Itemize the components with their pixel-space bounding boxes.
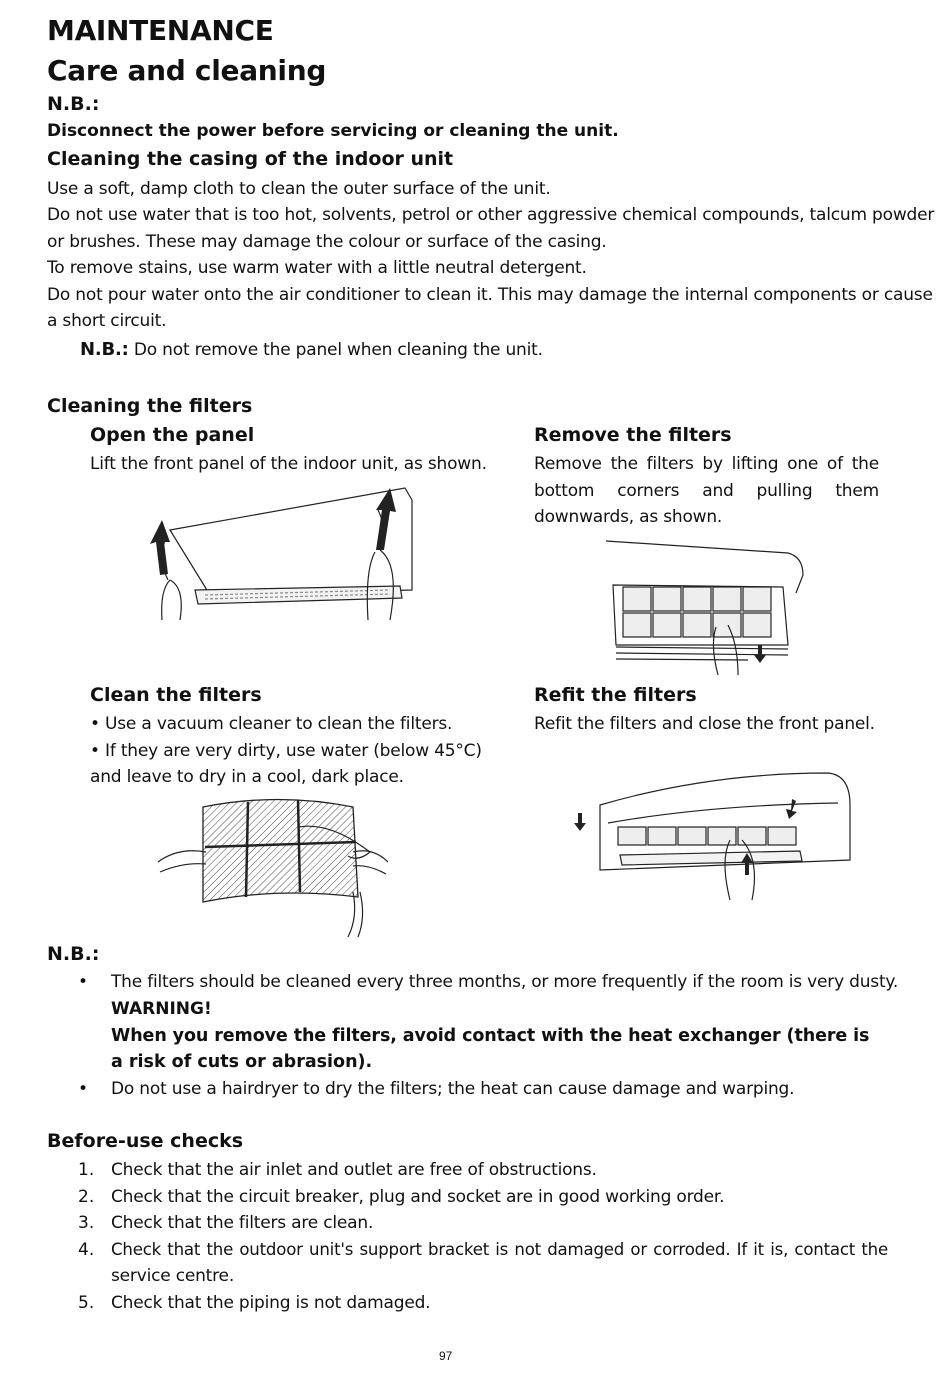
clean-filters-line: • If they are very dirty, use water (below 45°C) [90,741,482,761]
refit-filters-illustration [560,765,860,905]
nb2-bullet-text: The filters should be cleaned every three months, or more frequently if the room is very dusty. [111,972,899,992]
filters-heading: Cleaning the filters [47,395,253,417]
warning-line: a risk of cuts or abrasion). [111,1052,373,1072]
clean-filters-heading: Clean the filters [90,684,262,706]
open-panel-text: Lift the front panel of the indoor unit, as shown. [90,454,487,474]
casing-nb-text: Do not remove the panel when cleaning the unit. [128,340,543,360]
remove-filters-line: bottom corners and pulling them [534,481,879,501]
check-item: Check that the filters are clean. [111,1213,374,1233]
nb2-label: N.B.: [47,943,100,965]
check-number: 5. [78,1293,95,1313]
check-item: Check that the circuit breaker, plug and socket are in good working order. [111,1187,725,1207]
casing-line: To remove stains, use warm water with a little neutral detergent. [47,258,587,278]
check-number: 2. [78,1187,95,1207]
casing-line: Do not use water that is too hot, solvents, petrol or other aggressive chemical compounds, talcum powder [47,205,935,225]
bullet-dot: • [78,972,88,992]
remove-filters-line: Remove the filters by lifting one of the [534,454,879,474]
casing-line: Use a soft, damp cloth to clean the outer surface of the unit. [47,179,551,199]
remove-filters-illustration [598,535,813,680]
casing-nb-label: N.B.: [80,339,129,360]
casing-line: Do not pour water onto the air conditioner to clean it. This may damage the internal components or cause [47,285,933,305]
check-item: Check that the piping is not damaged. [111,1293,431,1313]
open-panel-illustration [150,470,420,630]
clean-filters-illustration [148,792,398,942]
check-number: 3. [78,1213,95,1233]
checks-heading: Before-use checks [47,1130,244,1152]
bullet-dot: • [78,1079,88,1099]
remove-filters-line: downwards, as shown. [534,507,723,527]
check-item: Check that the air inlet and outlet are free of obstructions. [111,1160,597,1180]
page-title: MAINTENANCE [47,14,274,47]
nb-power-warning: Disconnect the power before servicing or cleaning the unit. [47,121,619,141]
check-item: service centre. [111,1266,235,1286]
nb2-bullet-text: Do not use a hairdryer to dry the filters; the heat can cause damage and warping. [111,1079,795,1099]
open-panel-heading: Open the panel [90,424,255,446]
clean-filters-line: • Use a vacuum cleaner to clean the filters. [90,714,453,734]
casing-heading: Cleaning the casing of the indoor unit [47,148,454,170]
page-number: 97 [439,1349,453,1363]
check-item: Check that the outdoor unit's support bracket is not damaged or corroded. If it is, contact the [111,1240,888,1259]
nb-label: N.B.: [47,93,100,115]
casing-line: or brushes. These may damage the colour or surface of the casing. [47,232,607,252]
warning-line: When you remove the filters, avoid contact with the heat exchanger (there is [111,1026,870,1046]
remove-filters-heading: Remove the filters [534,424,732,446]
refit-filters-text: Refit the filters and close the front panel. [534,714,875,734]
casing-nb [80,337,543,364]
page-subtitle: Care and cleaning [47,54,327,87]
clean-filters-line: and leave to dry in a cool, dark place. [90,767,404,787]
refit-filters-heading: Refit the filters [534,684,697,706]
check-number: 4. [78,1240,95,1260]
check-number: 1. [78,1160,95,1180]
casing-line: a short circuit. [47,311,167,331]
warning-label: WARNING! [111,999,212,1019]
